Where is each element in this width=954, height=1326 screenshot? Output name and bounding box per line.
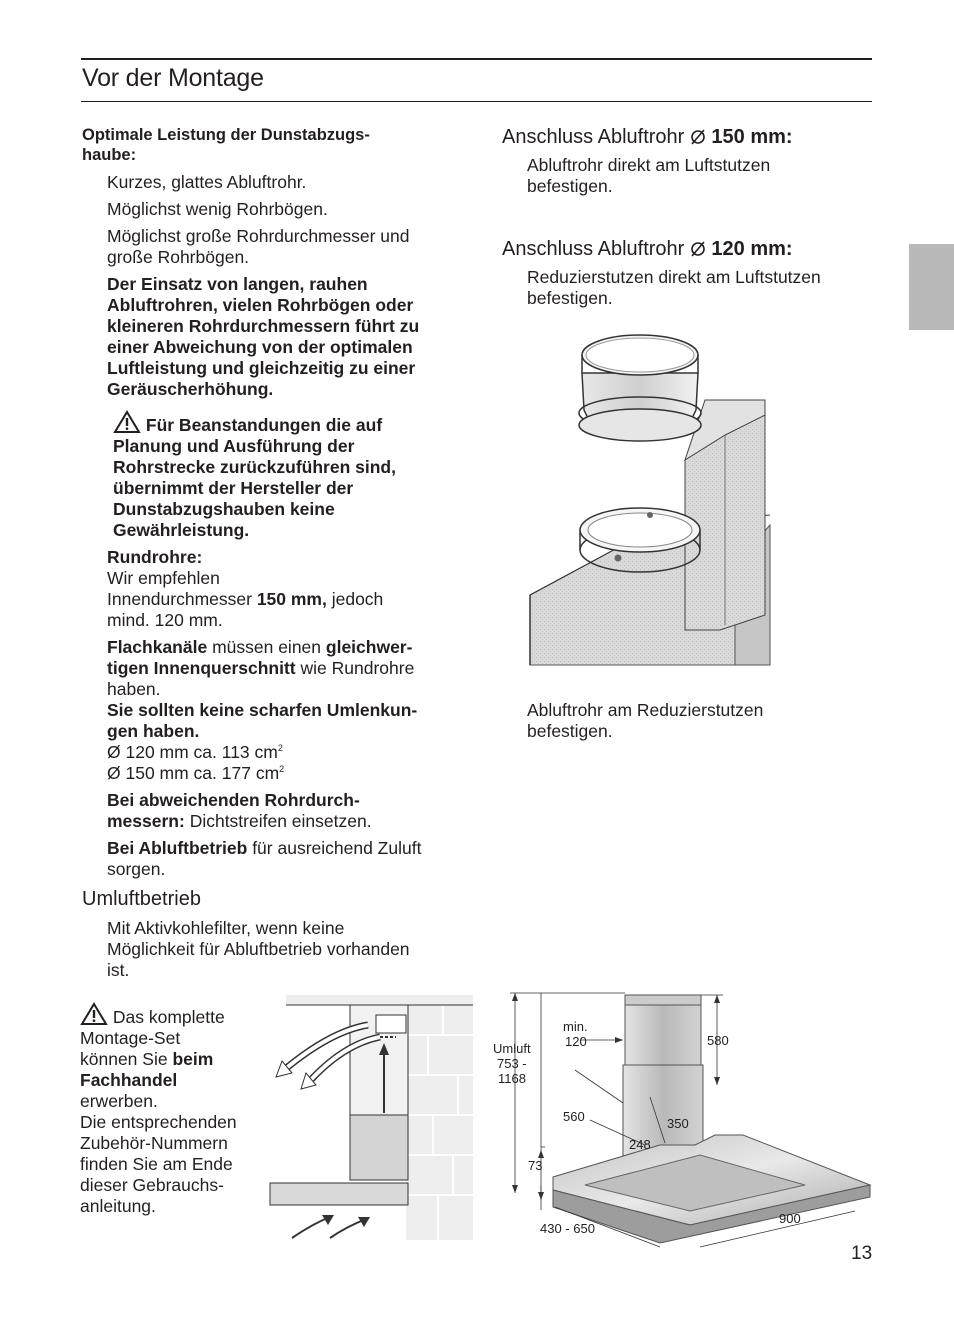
dim-580: 580: [707, 1033, 729, 1048]
tip-few-bends: Möglichst wenig Rohrbögen.: [107, 199, 328, 219]
dim-umluft-value-1: 753 -: [497, 1056, 527, 1071]
page-number: 13: [851, 1243, 873, 1264]
reducer-caption: Abluftrohr am Reduzierstutzen befestigen.: [527, 700, 764, 741]
different-diameter-section: Bei abweichenden Rohrdurch- messern: Dichtstreifen einsetzen.: [107, 790, 372, 831]
dim-560: 560: [563, 1109, 585, 1124]
dim-umluft-label: Umluft: [493, 1041, 531, 1056]
dim-73: 73: [528, 1158, 543, 1173]
diameter-icon: [690, 239, 706, 257]
top-rule: [81, 58, 872, 60]
reducer-illustration: [520, 325, 780, 670]
recirculation-text: Mit Aktivkohlefilter, wenn keine Möglichkeit für Abluftbetrieb vorhanden ist.: [107, 918, 410, 980]
dim-248: 248: [629, 1137, 651, 1152]
recirculation-airflow-illustration: [268, 995, 473, 1240]
optimal-heading: Optimale Leistung der Dunstabzugs- haube:: [82, 126, 370, 164]
connection-150-text: Abluftrohr direkt am Luftstutzen befestigen.: [527, 155, 771, 196]
dim-430-650: 430 - 650: [540, 1221, 595, 1236]
warning-triangle-icon: [80, 1002, 108, 1026]
deviation-warning-text: Der Einsatz von langen, rauhen Abluftrohren, vielen Rohrbögen oder kleineren Rohrdurchmessern führt zu einer Abweichung von der optimalen Luftleistung und gleichzeitig zu einer Geräuscherhöhung.: [107, 274, 420, 399]
liability-warning: Für Beanstandungen die auf Planung und Ausführung der Rohrstrecke zurückzuführen sind, übernimmt der Hersteller der Dunstabzugshauben keine Gewährleistung.: [113, 410, 457, 541]
flat-ducts-section: Flachkanäle müssen einen gleichwer- tigen Innenquerschnitt wie Rundrohre haben. Sie sollten keine scharfen Umlenkun- gen haben. Ø 120 mm ca. 113 $cm^2$ Ø 150 mm ca. 177 $cm^2$: [107, 637, 418, 783]
dim-umluft-value-2: 1168: [498, 1071, 526, 1086]
tip-short-pipe: Kurzes, glattes Abluftrohr.: [107, 172, 307, 192]
title-rule: [81, 101, 872, 102]
warning-triangle-icon: [113, 410, 141, 434]
dim-min-value: 120: [565, 1034, 587, 1049]
exhaust-mode-section: Bei Abluftbetrieb für ausreichend Zuluft sorgen.: [107, 838, 422, 879]
connection-120-text: Reduzierstutzen direkt am Luftstutzen befestigen.: [527, 267, 821, 308]
connection-120-heading: Anschluss Abluftrohr 120 mm:: [502, 238, 793, 260]
left-column: [82, 125, 457, 886]
dim-900: 900: [779, 1211, 801, 1226]
page-title: Vor der Montage: [82, 64, 264, 92]
dimension-drawing: [485, 985, 880, 1260]
diameter-icon: [690, 127, 706, 145]
dim-min-label: min.: [563, 1019, 588, 1034]
round-pipes-section: Rundrohre: Wir empfehlen Innendurchmesser 150 mm, jedoch mind. 120 mm.: [107, 547, 384, 630]
dim-350: 350: [667, 1116, 689, 1131]
recirculation-heading: Umluftbetrieb: [82, 888, 201, 910]
connection-150-heading: Anschluss Abluftrohr 150 mm:: [502, 126, 793, 148]
mounting-set-note: Das komplette Montage-Set können Sie beim Fachhandel erwerben. Die entsprechenden Zubehör-Nummern finden Sie am Ende dieser Gebrauchs- anleitung.: [80, 1002, 260, 1217]
language-tab-marker: [909, 244, 954, 330]
tip-large-diameter: Möglichst große Rohrdurchmesser und große Rohrbögen.: [107, 226, 410, 267]
